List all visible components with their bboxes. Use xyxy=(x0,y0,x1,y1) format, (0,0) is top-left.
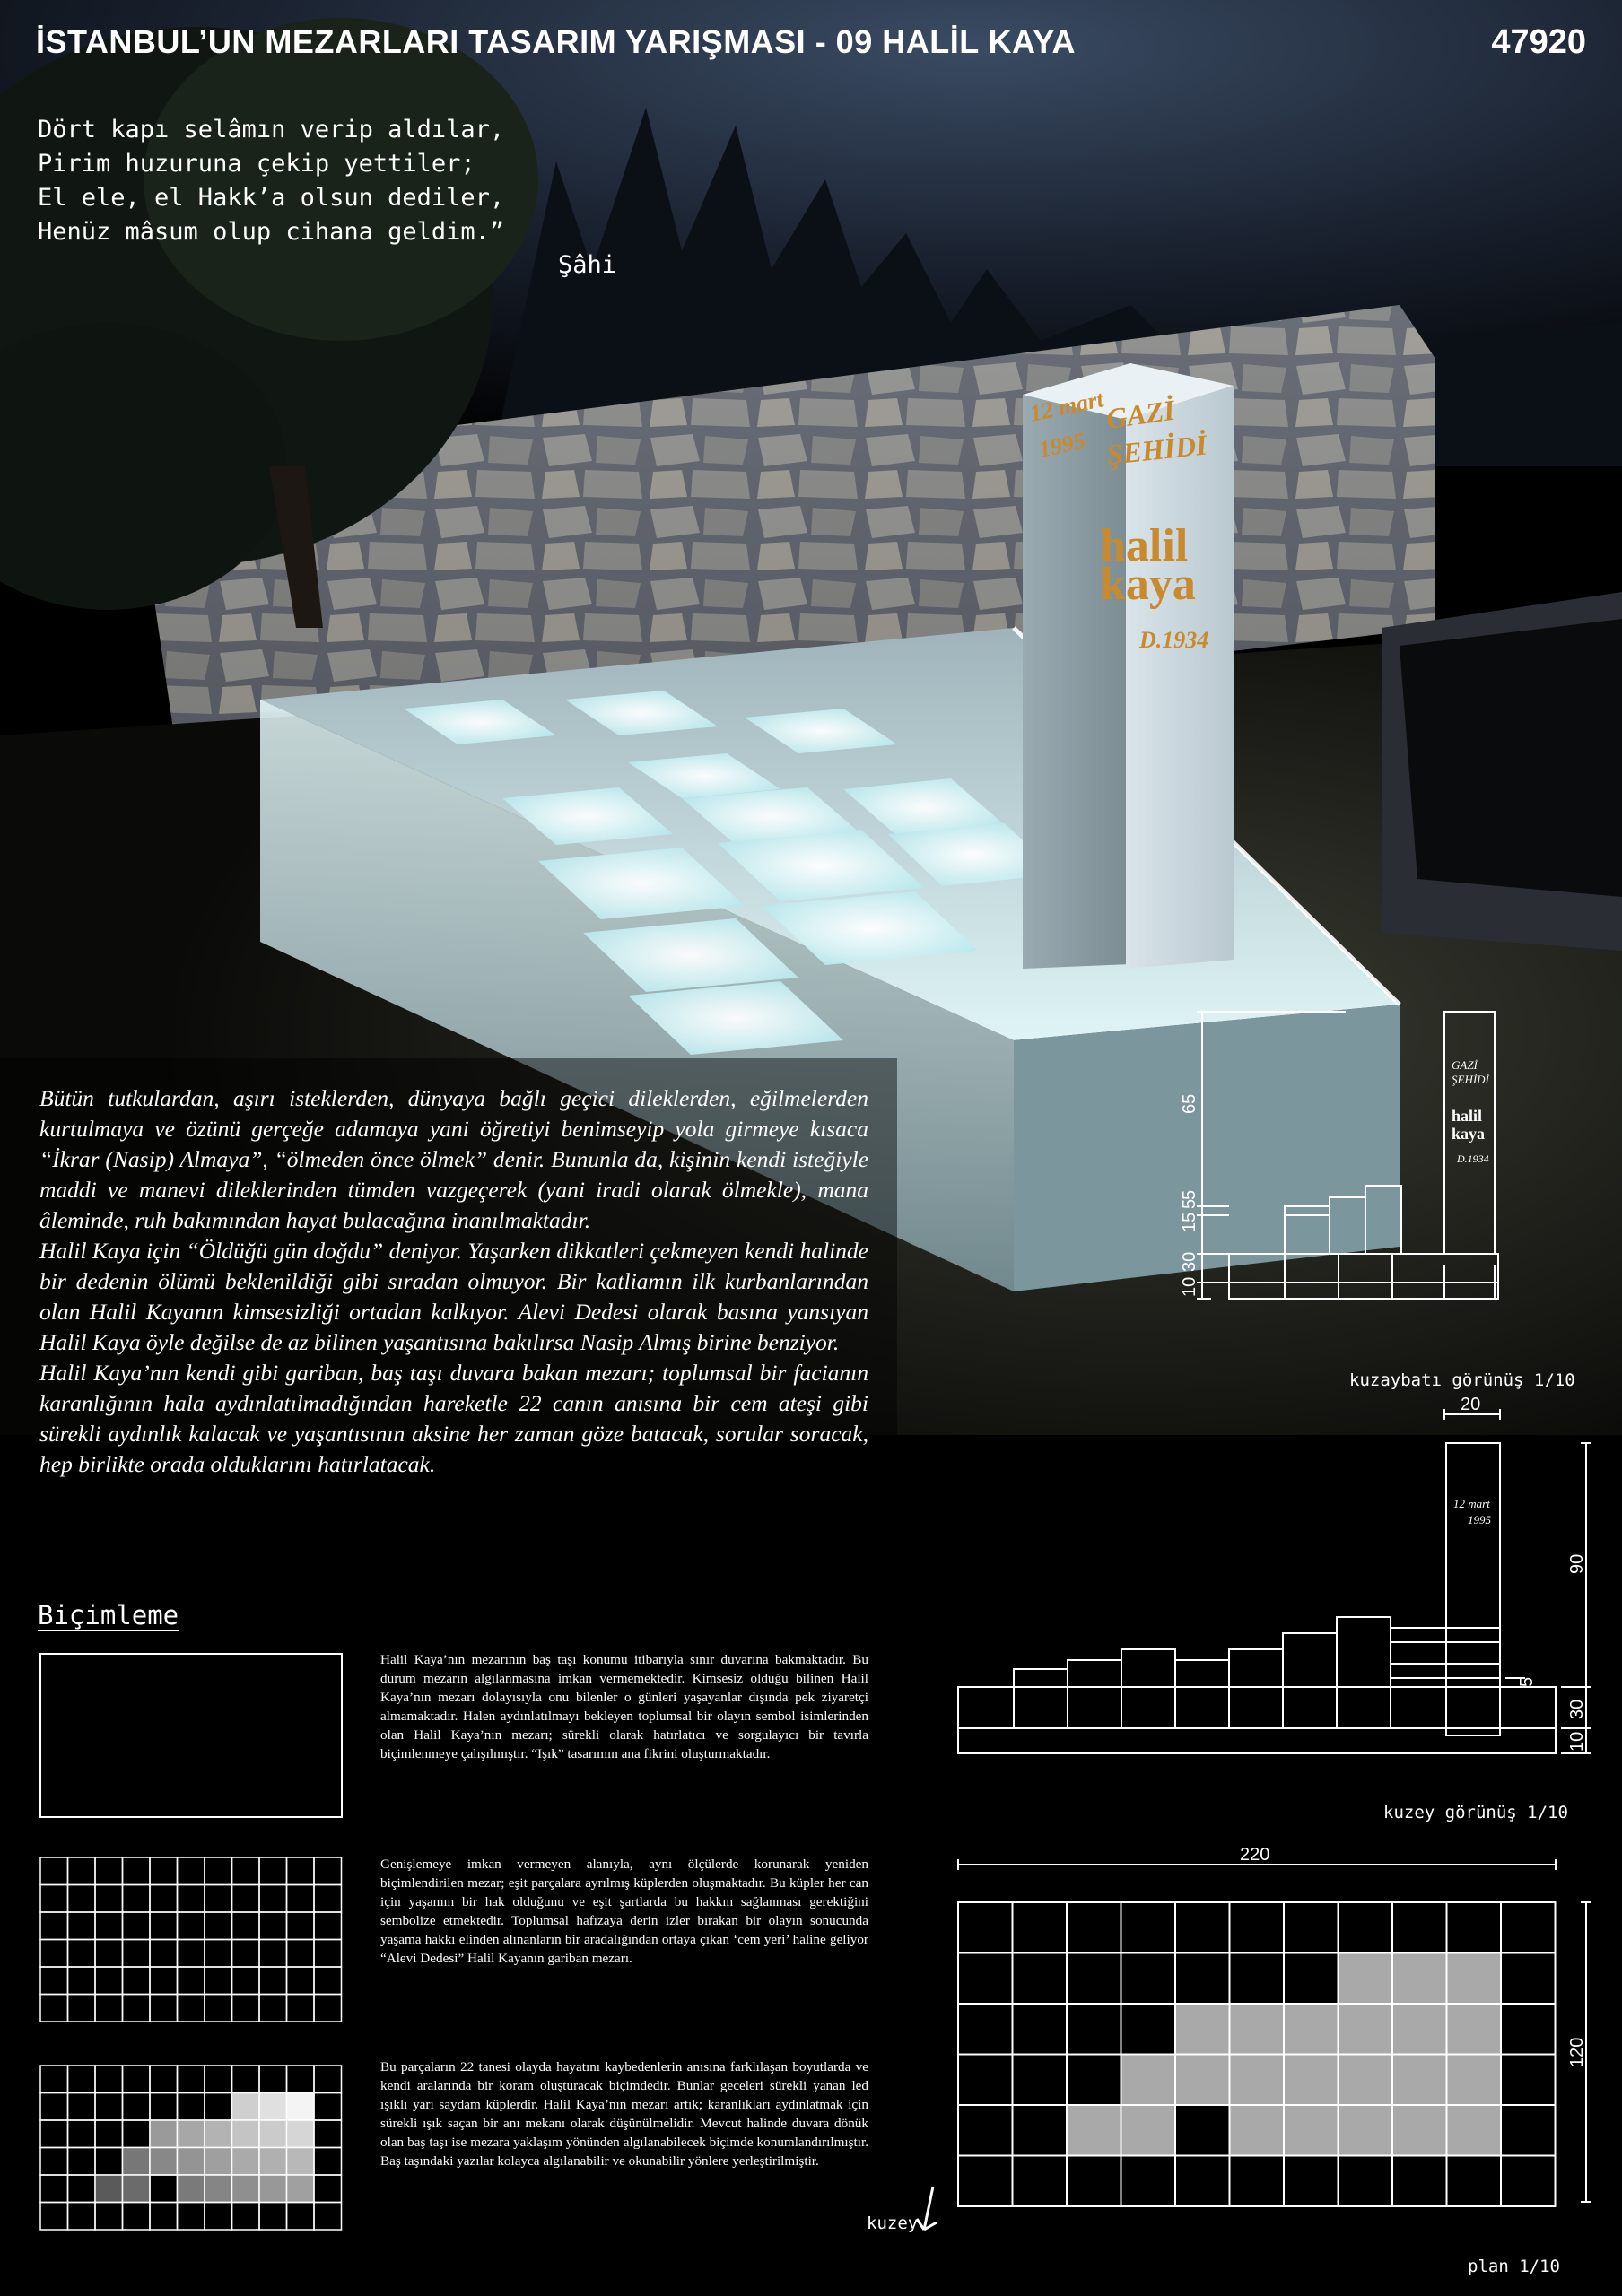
grid-cell xyxy=(40,1940,68,1968)
grid-cell xyxy=(287,1885,315,1913)
grid-cell xyxy=(287,2175,315,2203)
plan-grid xyxy=(958,1902,1556,2206)
grid-cell xyxy=(178,1967,205,1995)
plan-cell xyxy=(1067,1953,1121,2005)
north-dim-30: 30 xyxy=(1567,1699,1587,1719)
grid-cell xyxy=(287,2148,315,2176)
grid-cell xyxy=(287,2120,315,2148)
grid-cell xyxy=(205,1912,232,1940)
grid-cell xyxy=(232,1940,260,1968)
grid-cell xyxy=(259,1995,287,2022)
section-title-bicimleme: Biçimleme xyxy=(38,1600,179,1631)
plan-cell xyxy=(1339,2055,1393,2106)
grid-cell xyxy=(287,2093,315,2121)
plan-cell xyxy=(1284,1953,1339,2005)
grid-cell xyxy=(40,2175,68,2203)
grid-cell xyxy=(287,1857,315,1885)
plan-cell xyxy=(1284,1902,1339,1953)
plan-cell xyxy=(1284,2105,1339,2156)
plan-cell xyxy=(1339,1902,1393,1953)
grid-cell xyxy=(123,2093,151,2121)
plan-cell xyxy=(1230,2156,1285,2207)
plan-cell xyxy=(958,2105,1013,2156)
plan-cell xyxy=(958,2156,1013,2207)
plan-cell xyxy=(1501,2105,1556,2156)
plan-cell xyxy=(1013,1902,1068,1953)
north-stone-date1: 12 mart xyxy=(1453,1497,1490,1510)
grid-cell xyxy=(123,1967,151,1995)
grid-cell xyxy=(123,1885,151,1913)
north-arrow-icon xyxy=(913,2185,946,2235)
grid-cell xyxy=(40,1912,68,1940)
plan-cell xyxy=(1067,2004,1121,2055)
plan-cell xyxy=(1501,2055,1556,2106)
grid-cell xyxy=(150,1940,178,1968)
grid-cell xyxy=(205,1885,232,1913)
grid-cell xyxy=(232,1885,260,1913)
plan-cell xyxy=(1230,1953,1285,2005)
grid-cell xyxy=(205,1995,232,2022)
plan-cell xyxy=(1339,2156,1393,2207)
grid-cell xyxy=(123,1857,151,1885)
grid-cell xyxy=(68,2175,96,2203)
grid-cell xyxy=(259,1857,287,1885)
grid-cell xyxy=(150,2148,178,2176)
plan-cell xyxy=(1447,2004,1502,2055)
intro-paragraph: Bütün tutkulardan, aşırı isteklerden, dünyaya bağlı geçici dileklerden, eğilmelerden kurtulmaya ve özünü gerçeğe adamaya yani öğretiyi benimseyip yola girmeye kısaca “İkrar (Nasip) Almaya”, “ölmeden önce ölmek” denir. Bununla da, kişinin kendi isteğiyle maddi ve manevi dileklerinden tümden vazgeçerek (yani iradi olarak ölmekle), mana âleminde, ruh bakımından hayat bulacağına inanılmaktadır. xyxy=(39,1085,868,1233)
plan-cell xyxy=(1175,2004,1230,2055)
north-dim-20: 20 xyxy=(1461,1395,1481,1414)
grid-cell xyxy=(205,2066,232,2093)
grid-cell xyxy=(68,1912,96,1940)
grid-cell xyxy=(287,1912,315,1940)
grid-cell xyxy=(232,2148,260,2176)
grid-cell xyxy=(205,2175,232,2203)
grid-cell xyxy=(259,1885,287,1913)
plan-cell xyxy=(1284,2004,1339,2055)
grid-cell xyxy=(314,1940,342,1968)
grid-cell xyxy=(205,1940,232,1968)
plan-cell xyxy=(1067,1902,1121,1953)
plan-cell xyxy=(1121,2004,1176,2055)
poem-line: El ele, el Hakk’a olsun dediler, xyxy=(38,184,505,212)
grid-cell xyxy=(314,2203,342,2231)
grid-cell xyxy=(232,2093,260,2121)
bicimleme-text-2: Genişlemeye imkan vermeyen alanıyla, aynı ölçülerde korunarak yeniden biçimlendirilen mezar; eşit parçalara ayrılmış küplerden oluşmaktadır. Bu küpler her can için yaşamın bir hak olduğunu ve eşit şartlarda bu hakkın sağlanması gerektiğini sembolize etmektedir. Toplumsal hafızaya derin izler bırakan bir olayın sonucunda yaşama hakkı elinden alınanların bir aradalığından ortaya çıkan ‘cem yeri’ haline geliyor “Alevi Dedesi” Halil Kayanın gariban mezarı. xyxy=(380,1857,868,1966)
plan-cell xyxy=(1447,2055,1502,2106)
plan-cell xyxy=(1392,2105,1447,2156)
plan-caption: plan 1/10 xyxy=(1468,2257,1560,2276)
plan-dim-220: 220 xyxy=(1240,1845,1270,1865)
plan-cell xyxy=(1121,2055,1176,2106)
plan-cell xyxy=(1013,2105,1068,2156)
grid-cell xyxy=(314,2148,342,2176)
grid-cell xyxy=(178,2175,205,2203)
grid-cell xyxy=(314,2066,342,2093)
grid-cell xyxy=(68,1995,96,2022)
plan-dim-120: 120 xyxy=(1567,2037,1587,2067)
plan-cell xyxy=(1175,1902,1230,1953)
grid-cell xyxy=(40,2093,68,2121)
grid-cell xyxy=(68,2203,96,2231)
grid-cell xyxy=(314,2175,342,2203)
plan-cell xyxy=(1121,2156,1176,2207)
plan-cell xyxy=(958,2055,1013,2106)
grid-cell xyxy=(123,2203,151,2231)
grid-cell xyxy=(178,2066,205,2093)
plan-cell xyxy=(1339,1953,1393,2005)
grid-cell xyxy=(314,1967,342,1995)
nw-dim-10: 10 xyxy=(1180,1276,1199,1297)
nw-stone-gazi2: ŞEHİDİ xyxy=(1452,1073,1489,1086)
grid-cell xyxy=(259,1912,287,1940)
grid-cell xyxy=(259,2093,287,2121)
nw-stone-name1: halil xyxy=(1452,1107,1483,1125)
monument-name-line1: halil xyxy=(1100,520,1189,571)
grid-cell xyxy=(123,1995,151,2022)
grid-cell xyxy=(259,2148,287,2176)
poem xyxy=(38,113,504,249)
plan-cell xyxy=(958,1953,1013,2005)
nw-stone-birth: D.1934 xyxy=(1457,1152,1489,1165)
small-grid-light-cells xyxy=(40,2066,342,2230)
plan-cell xyxy=(1501,1902,1556,1953)
diagram-grid xyxy=(39,1857,344,2023)
intro-paragraph: Halil Kaya’nın kendi gibi gariban, baş taşı duvara bakan mezarı; toplumsal bir facianın karanlığının hala aydınlatılmadığından hareketle 22 canın anısına bir cem ateşi gibi sürekli aydınlık kalacak ve yaşantısının aksine her zaman göze batacak, sorular soracak, hep birlikte orada olduklarını hatırlatacak. xyxy=(39,1360,868,1477)
plan-cell xyxy=(1121,2105,1176,2156)
grid-cell xyxy=(95,1857,123,1885)
nw-dim-65: 65 xyxy=(1180,1093,1199,1114)
plan-cell xyxy=(1284,2156,1339,2207)
north-stone-date2: 1995 xyxy=(1468,1513,1491,1526)
grid-cell xyxy=(123,1940,151,1968)
small-grid-lines xyxy=(40,1857,342,2022)
grid-cell xyxy=(40,2120,68,2148)
grid-cell xyxy=(150,2175,178,2203)
grid-cell xyxy=(178,1912,205,1940)
bicimleme-text-1: Halil Kaya’nın mezarının baş taşı konumu itibarıyla sınır duvarına bakmaktadır. Bu durum mezarın algılanmasına imkan vermemektedir. Kimsesiz olduğu bilinen Halil Kaya’nın mezarı dolayısıyla onu bilenler o günleri yaşayanlar dışında pek ziyaretçi almamaktadır. Halen aydınlatılmayı bekleyen toplumsal bir olayın sembol isimlerinden olan Halil Kaya’nın mezarı; sürekli olarak hatırlatıcı ve sorgulayıcı bir tavırla biçimlenmeye çalışılmıştır. “Işık” tasarımın ana fikrini oluşturmaktadır. xyxy=(380,1652,868,1761)
grid-cell xyxy=(287,1967,315,1995)
grid-cell xyxy=(287,2203,315,2231)
grid-cell xyxy=(150,1995,178,2022)
nw-view-caption: kuzaybatı görünüş 1/10 xyxy=(1349,1370,1575,1390)
diagram-grid-light xyxy=(39,2065,344,2231)
plan-cell xyxy=(1013,2004,1068,2055)
plan-cell xyxy=(1501,1953,1556,2005)
grid-cell xyxy=(178,2148,205,2176)
plan-cell xyxy=(1121,1902,1176,1953)
grid-cell xyxy=(259,2120,287,2148)
monument-gazi-line2: ŞEHİDİ xyxy=(1104,428,1209,471)
plan-cell xyxy=(1392,2055,1447,2106)
grid-cell xyxy=(40,1995,68,2022)
grid-cell xyxy=(232,1967,260,1995)
grid-cell xyxy=(232,2175,260,2203)
grid-cell xyxy=(314,2120,342,2148)
plan-cell xyxy=(1230,2004,1285,2055)
plan-cell xyxy=(1175,2055,1230,2106)
plan-cell xyxy=(1447,2105,1502,2156)
grid-cell xyxy=(95,2175,123,2203)
plan-cell xyxy=(1392,2004,1447,2055)
plan-cell xyxy=(958,2004,1013,2055)
grid-cell xyxy=(232,1912,260,1940)
grid-cell xyxy=(178,1885,205,1913)
nw-dim-30: 30 xyxy=(1180,1251,1199,1272)
plan-cell xyxy=(958,1902,1013,1953)
nw-stone-gazi1: GAZİ xyxy=(1452,1058,1478,1072)
grid-cell xyxy=(40,2066,68,2093)
grid-cell xyxy=(205,2120,232,2148)
grid-cell xyxy=(232,1995,260,2022)
grid-cell xyxy=(232,1857,260,1885)
grid-cell xyxy=(232,2120,260,2148)
grid-cell xyxy=(150,2066,178,2093)
nw-dim-5b: 5 xyxy=(1180,1189,1199,1200)
grid-cell xyxy=(150,2120,178,2148)
plan-cell xyxy=(1067,2055,1121,2106)
competition-title: İSTANBUL’UN MEZARLARI TASARIM YARIŞMASI - 09 HALİL KAYA xyxy=(36,23,1076,60)
poem-line: Pirim huzuruna çekip yettiler; xyxy=(38,150,475,178)
north-dim-10: 10 xyxy=(1567,1731,1587,1752)
monument-date-line2: 1995 xyxy=(1036,427,1088,463)
grid-cell xyxy=(68,1857,96,1885)
monument-name-line2: kaya xyxy=(1100,559,1196,610)
grid-cell xyxy=(95,2093,123,2121)
grid-cell xyxy=(95,2066,123,2093)
grid-cell xyxy=(232,2203,260,2231)
grid-cell xyxy=(68,2093,96,2121)
grid-cell xyxy=(205,2148,232,2176)
grid-cell xyxy=(68,2148,96,2176)
grid-cell xyxy=(123,2175,151,2203)
plan-cell xyxy=(1230,2105,1285,2156)
plan-cell xyxy=(1392,1902,1447,1953)
plan-cell xyxy=(1013,1953,1068,2005)
plan-drawing xyxy=(942,1843,1606,2247)
north-elevation-drawing xyxy=(942,1395,1606,1807)
plan-cell xyxy=(1230,2055,1285,2106)
grid-cell xyxy=(178,2203,205,2231)
grid-cell xyxy=(178,2093,205,2121)
grid-cell xyxy=(95,1940,123,1968)
plan-cell xyxy=(1392,1953,1447,2005)
plan-cell xyxy=(1392,2156,1447,2207)
grid-cell xyxy=(40,1857,68,1885)
grid-cell xyxy=(40,1967,68,1995)
plan-cell xyxy=(1339,2105,1393,2156)
north-label: kuzey xyxy=(867,2213,919,2233)
grid-cell xyxy=(68,1940,96,1968)
plan-cell xyxy=(1013,2156,1068,2207)
grid-cell xyxy=(259,2203,287,2231)
intro-paragraph: Halil Kaya için “Öldüğü gün doğdu” deniyor. Yaşarken dikkatleri çekmeyen kendi halinde bir dedenin ölümü beklenildiği gibi sıradan olmuyor. Bir katliamın ilk kurbanlarından olan Halil Kayanın kimsesizliği ortadan kalkıyor. Alevi Dedesi olarak basına yansıyan Halil Kaya öyle değilse de az bilinen yaşantısına bakılırsa Nasip Almış birine benziyor. xyxy=(39,1238,868,1355)
grid-cell xyxy=(314,1995,342,2022)
grid-cell xyxy=(178,1995,205,2022)
plan-cell xyxy=(1121,1953,1176,2005)
grid-cell xyxy=(205,2093,232,2121)
grid-cell xyxy=(150,1885,178,1913)
nw-stone-name2: kaya xyxy=(1452,1125,1486,1143)
entry-number: 47920 xyxy=(1491,23,1586,61)
plan-cell xyxy=(1175,2156,1230,2207)
monument-birth: D.1934 xyxy=(1139,627,1209,653)
grid-cell xyxy=(68,2066,96,2093)
grid-cell xyxy=(259,2066,287,2093)
grid-cell xyxy=(314,1885,342,1913)
grid-cell xyxy=(259,1940,287,1968)
grid-cell xyxy=(95,1995,123,2022)
intro-text xyxy=(39,1083,868,1480)
poem-author: Şâhi xyxy=(558,251,617,279)
north-view-caption: kuzey görünüş 1/10 xyxy=(1383,1803,1568,1822)
grid-cell xyxy=(314,1857,342,1885)
grid-cell xyxy=(150,1857,178,1885)
grid-cell xyxy=(123,2066,151,2093)
grid-cell xyxy=(40,2148,68,2176)
nw-dim-5a: 5 xyxy=(1180,1198,1199,1209)
grid-cell xyxy=(95,2203,123,2231)
grid-cell xyxy=(287,2066,315,2093)
grid-cell xyxy=(95,2120,123,2148)
grid-cell xyxy=(95,2148,123,2176)
grid-cell xyxy=(259,1967,287,1995)
grid-cell xyxy=(232,2066,260,2093)
grid-cell xyxy=(68,2120,96,2148)
plan-cell xyxy=(1339,2004,1393,2055)
grid-cell xyxy=(150,1912,178,1940)
grid-cell xyxy=(259,2175,287,2203)
plan-cell xyxy=(1230,1902,1285,1953)
north-dim-90: 90 xyxy=(1567,1553,1587,1574)
bicimleme-text-3: Bu parçaların 22 tanesi olayda hayatını kaybedenlerin anısına farklılaşan boyutlarda ve kendi aralarında bir koram oluşturacak biçimdedir. Bunlar geceleri sürekli yanan led ışıklı yarı saydam küplerdir. Halil Kaya’nın mezarı artık; karanlıkları aydınlatmak için sürekli ışık saçan bir anı mekanı olarak düşünülmelidir. Mevcut halinde duvara dönük olan baş taşı ise mezara yaklaşım yönünden algılanabilecek biçimde konumlandırılmıştır. Baş taşındaki yazılar kolayca algılanabilir ve okunabilir yönlere yerleştirilmiştir. xyxy=(380,2059,868,2169)
plan-cell xyxy=(1501,2004,1556,2055)
grid-cell xyxy=(178,2120,205,2148)
grid-cell xyxy=(150,1967,178,1995)
poem-line: Henüz mâsum olup cihana geldim.” xyxy=(38,218,505,246)
grid-cell xyxy=(123,2120,151,2148)
grid-cell xyxy=(205,1967,232,1995)
grid-cell xyxy=(123,1912,151,1940)
north-dim-5: 5 xyxy=(1517,1676,1537,1687)
monument-date-line1: 12 mart xyxy=(1027,386,1106,427)
nw-elevation-drawing xyxy=(1180,996,1561,1390)
grid-cell xyxy=(205,2203,232,2231)
monument-gazi-line1: GAZİ xyxy=(1103,393,1177,435)
grid-cell xyxy=(40,2203,68,2231)
nw-dim-15: 15 xyxy=(1180,1212,1199,1232)
grid-cell xyxy=(95,1885,123,1913)
plan-cell xyxy=(1013,2055,1068,2106)
grid-cell xyxy=(287,1940,315,1968)
grid-cell xyxy=(205,1857,232,1885)
grid-cell xyxy=(314,2093,342,2121)
plan-cell xyxy=(1284,2055,1339,2106)
poem-line: Dört kapı selâmın verip aldılar, xyxy=(38,116,505,144)
grid-cell xyxy=(178,1940,205,1968)
grid-cell xyxy=(178,1857,205,1885)
plan-cell xyxy=(1447,2156,1502,2207)
grid-cell xyxy=(68,1967,96,1995)
grid-cell xyxy=(314,1912,342,1940)
grid-cell xyxy=(95,1967,123,1995)
plan-cell xyxy=(1501,2156,1556,2207)
grid-cell xyxy=(68,1885,96,1913)
grid-cell xyxy=(287,1995,315,2022)
diagram-empty-frame xyxy=(39,1653,344,1820)
grid-cell xyxy=(150,2203,178,2231)
grid-cell xyxy=(150,2093,178,2121)
plan-cell xyxy=(1175,1953,1230,2005)
plan-cell xyxy=(1447,1953,1502,2005)
plan-cell xyxy=(1175,2105,1230,2156)
plan-cell xyxy=(1447,1902,1502,1953)
plan-cell xyxy=(1067,2105,1121,2156)
grid-cell xyxy=(40,1885,68,1913)
grid-cell xyxy=(95,1912,123,1940)
plan-cell xyxy=(1067,2156,1121,2207)
grid-cell xyxy=(123,2148,151,2176)
